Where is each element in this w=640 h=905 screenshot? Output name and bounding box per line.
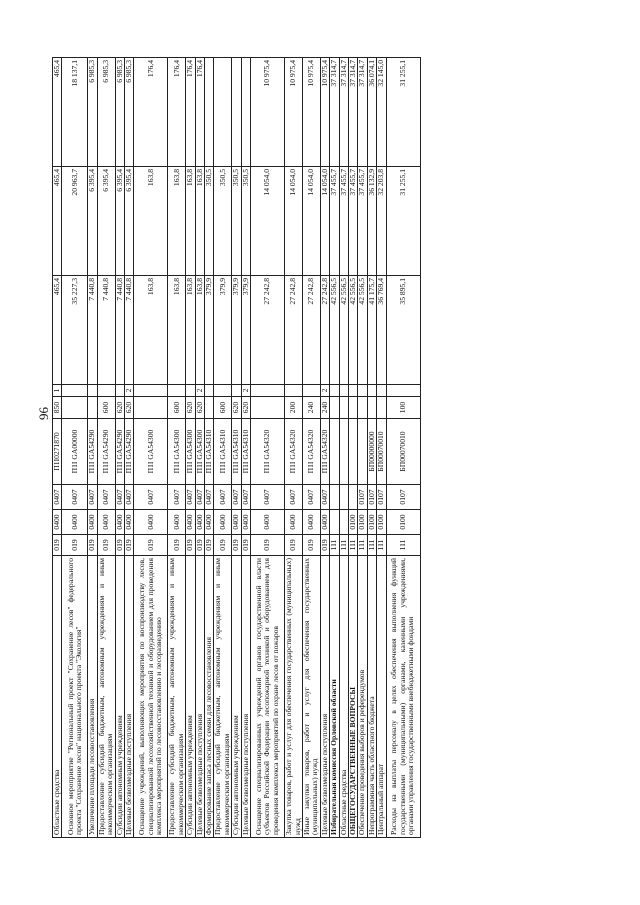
cell-v3: 6 985,3 <box>115 58 124 167</box>
budget-table-rotated <box>52 58 421 838</box>
cell-name: Областные средства <box>339 556 348 838</box>
cell-kd <box>348 385 357 397</box>
cell-cs: П1I GA54300 <box>134 419 168 485</box>
page-number: 96 <box>36 407 51 420</box>
cell-kd <box>330 385 339 397</box>
table-row <box>214 58 232 838</box>
cell-v3: 37 314,7 <box>330 58 339 167</box>
cell-cs: БП00070010 <box>386 419 420 485</box>
cell-v2: 6 395,4 <box>97 167 115 276</box>
cell-cs: П1I GA54290 <box>88 419 97 485</box>
cell-name: Целевые безвозмездные поступления <box>195 556 204 838</box>
cell-rz: 0400 <box>241 510 250 535</box>
cell-kd: 2 <box>241 385 250 397</box>
cell-name: Обеспечение проведения выборов и референдумов <box>358 556 367 838</box>
cell-v2: 163,8 <box>195 167 204 276</box>
cell-gr: 019 <box>125 535 134 556</box>
cell-name: Увеличение площади лесовосстановления <box>88 556 97 838</box>
cell-v2: 36 132,9 <box>367 167 376 276</box>
cell-pr: 0407 <box>168 485 186 510</box>
cell-pr: 0407 <box>320 485 329 510</box>
cell-rz: 0400 <box>205 510 214 535</box>
cell-pr: 0107 <box>386 485 420 510</box>
cell-vr: 600 <box>214 397 232 419</box>
cell-name: Формирование запаса лесных семян для лесовосстановления <box>205 556 214 838</box>
cell-v2: 163,8 <box>134 167 168 276</box>
cell-vr: 620 <box>125 397 134 419</box>
cell-v1: 7 440,8 <box>88 276 97 385</box>
cell-name: Расходы на выплаты персоналу в целях обеспечения выполнения функций государственными (муниципальными) органами, казенными учреждениями, органами управления государственными внебюджетными фондами <box>386 556 420 838</box>
cell-kd: 2 <box>195 385 204 397</box>
cell-rz: 0100 <box>386 510 420 535</box>
cell-kd <box>251 385 285 397</box>
cell-pr <box>330 485 339 510</box>
table-row <box>168 58 186 838</box>
cell-rz: 0400 <box>53 510 62 535</box>
cell-v1: 42 556,5 <box>348 276 357 385</box>
cell-v3: 32 145,0 <box>377 58 386 167</box>
cell-name: Субсидии автономным учреждениям <box>115 556 124 838</box>
cell-cs <box>358 419 367 485</box>
cell-vr <box>348 397 357 419</box>
cell-rz: 0400 <box>302 510 320 535</box>
cell-v3: 6 985,3 <box>88 58 97 167</box>
cell-pr: 0107 <box>358 485 367 510</box>
cell-pr: 0407 <box>302 485 320 510</box>
cell-kd <box>386 385 420 397</box>
cell-rz: 0100 <box>348 510 357 535</box>
cell-rz: 0400 <box>186 510 195 535</box>
cell-cs: П1I GA54320 <box>251 419 285 485</box>
cell-vr: 200 <box>285 397 303 419</box>
cell-v1: 379,9 <box>241 276 250 385</box>
cell-v3 <box>214 58 232 167</box>
cell-v1: 27 242,8 <box>320 276 329 385</box>
cell-vr <box>62 397 88 419</box>
table-row <box>330 58 339 838</box>
cell-cs: П1I GA54290 <box>97 419 115 485</box>
cell-gr: 019 <box>285 535 303 556</box>
cell-pr: 0107 <box>377 485 386 510</box>
cell-name: Целевые безвозмездные поступления <box>241 556 250 838</box>
cell-v1: 7 440,8 <box>97 276 115 385</box>
cell-v2: 14 054,0 <box>320 167 329 276</box>
cell-rz <box>330 510 339 535</box>
cell-name: Избирательная комиссия Орловской области <box>330 556 339 838</box>
cell-kd <box>134 385 168 397</box>
cell-v1: 7 440,8 <box>115 276 124 385</box>
cell-rz: 0100 <box>358 510 367 535</box>
cell-v2: 6 395,4 <box>88 167 97 276</box>
cell-kd <box>186 385 195 397</box>
cell-v1: 42 556,5 <box>330 276 339 385</box>
table-row <box>186 58 195 838</box>
cell-gr: 111 <box>330 535 339 556</box>
cell-v1: 35 227,3 <box>62 276 88 385</box>
cell-v2: 163,8 <box>168 167 186 276</box>
cell-name: Предоставление субсидий бюджетным, автономным учреждениям и иным некоммерческим организациям <box>97 556 115 838</box>
cell-name: ОБЩЕГОСУДАРСТВЕННЫЕ ВОПРОСЫ <box>348 556 357 838</box>
cell-gr: 019 <box>241 535 250 556</box>
cell-vr: 600 <box>168 397 186 419</box>
cell-vr: 240 <box>302 397 320 419</box>
cell-gr: 019 <box>320 535 329 556</box>
cell-vr <box>330 397 339 419</box>
cell-pr: 0407 <box>62 485 88 510</box>
cell-v2: 350,5 <box>214 167 232 276</box>
cell-v1: 163,8 <box>195 276 204 385</box>
cell-v3 <box>232 58 241 167</box>
cell-kd <box>358 385 367 397</box>
cell-vr <box>358 397 367 419</box>
cell-cs: П1I0271870 <box>53 419 62 485</box>
cell-kd <box>339 385 348 397</box>
cell-v3: 31 255,1 <box>386 58 420 167</box>
cell-v2: 163,8 <box>186 167 195 276</box>
cell-v1: 42 556,5 <box>339 276 348 385</box>
cell-v3: 37 314,7 <box>348 58 357 167</box>
table-row <box>53 58 62 838</box>
cell-vr <box>88 397 97 419</box>
cell-gr: 019 <box>115 535 124 556</box>
cell-pr: 0407 <box>53 485 62 510</box>
cell-cs: П1I GA54320 <box>285 419 303 485</box>
cell-v1: 35 895,1 <box>386 276 420 385</box>
cell-pr: 0407 <box>115 485 124 510</box>
cell-cs: П1I GA54320 <box>302 419 320 485</box>
cell-v1: 42 556,5 <box>358 276 367 385</box>
cell-gr: 111 <box>377 535 386 556</box>
cell-gr: 019 <box>53 535 62 556</box>
cell-cs: П1I GA54290 <box>125 419 134 485</box>
cell-name: Центральный аппарат <box>377 556 386 838</box>
cell-name: Областные средства <box>53 556 62 838</box>
cell-v3: 176,4 <box>195 58 204 167</box>
cell-v2: 37 455,7 <box>330 167 339 276</box>
cell-cs: П1I GA54290 <box>115 419 124 485</box>
cell-v3: 36 074,1 <box>367 58 376 167</box>
cell-pr: 0407 <box>251 485 285 510</box>
cell-rz: 0400 <box>134 510 168 535</box>
cell-vr <box>134 397 168 419</box>
cell-cs: П1I GA54310 <box>241 419 250 485</box>
cell-vr: 620 <box>115 397 124 419</box>
cell-kd <box>62 385 88 397</box>
cell-kd <box>367 385 376 397</box>
cell-cs: П1I GA54320 <box>320 419 329 485</box>
cell-gr: 111 <box>386 535 420 556</box>
cell-cs: П1I GA54300 <box>195 419 204 485</box>
cell-pr <box>339 485 348 510</box>
cell-v1: 379,9 <box>205 276 214 385</box>
cell-kd <box>232 385 241 397</box>
table-row <box>88 58 97 838</box>
cell-kd <box>205 385 214 397</box>
cell-vr: 620 <box>232 397 241 419</box>
cell-name: Основное мероприятие "Региональный проект "Сохранение лесов" федерального проекта "Сохранение лесов" национального проекта "Экология" <box>62 556 88 838</box>
table-row <box>302 58 320 838</box>
cell-cs: П1I GA00000 <box>62 419 88 485</box>
cell-cs: БП00000000 <box>367 419 376 485</box>
cell-gr: 019 <box>134 535 168 556</box>
cell-name: Иные закупки товаров, работ и услуг для обеспечения государственных (муниципальных) нужд <box>302 556 320 838</box>
budget-table <box>52 57 421 838</box>
cell-v3: 10 975,4 <box>251 58 285 167</box>
cell-pr: 0407 <box>97 485 115 510</box>
cell-v3: 37 314,7 <box>339 58 348 167</box>
cell-v1: 7 440,8 <box>125 276 134 385</box>
cell-gr: 019 <box>195 535 204 556</box>
cell-cs: БП00070010 <box>377 419 386 485</box>
cell-cs <box>348 419 357 485</box>
table-row <box>232 58 241 838</box>
cell-rz: 0400 <box>88 510 97 535</box>
cell-vr <box>377 397 386 419</box>
cell-rz: 0100 <box>367 510 376 535</box>
cell-gr: 019 <box>186 535 195 556</box>
cell-v3: 10 975,4 <box>320 58 329 167</box>
cell-v3: 37 314,7 <box>358 58 367 167</box>
cell-v2: 14 054,0 <box>302 167 320 276</box>
cell-pr: 0407 <box>134 485 168 510</box>
cell-kd <box>302 385 320 397</box>
cell-rz: 0400 <box>115 510 124 535</box>
cell-gr: 019 <box>302 535 320 556</box>
cell-gr: 111 <box>348 535 357 556</box>
cell-rz: 0400 <box>320 510 329 535</box>
cell-rz: 0400 <box>214 510 232 535</box>
cell-v2: 32 203,8 <box>377 167 386 276</box>
cell-v3: 18 137,1 <box>62 58 88 167</box>
cell-v2: 14 054,0 <box>285 167 303 276</box>
cell-v3: 6 985,3 <box>97 58 115 167</box>
cell-vr <box>205 397 214 419</box>
cell-gr: 019 <box>214 535 232 556</box>
cell-cs: П1I GA54310 <box>205 419 214 485</box>
cell-kd <box>168 385 186 397</box>
table-row <box>62 58 88 838</box>
table-row <box>358 58 367 838</box>
table-row <box>377 58 386 838</box>
cell-pr: 0407 <box>205 485 214 510</box>
cell-gr: 019 <box>97 535 115 556</box>
cell-v2: 37 455,7 <box>348 167 357 276</box>
cell-v2: 350,5 <box>232 167 241 276</box>
cell-vr: 620 <box>241 397 250 419</box>
table-row <box>134 58 168 838</box>
cell-v2: 37 455,7 <box>358 167 367 276</box>
cell-gr: 111 <box>339 535 348 556</box>
cell-v2: 465,4 <box>53 167 62 276</box>
cell-cs: П1I GA54300 <box>168 419 186 485</box>
cell-rz: 0400 <box>232 510 241 535</box>
table-row <box>97 58 115 838</box>
cell-pr: 0407 <box>88 485 97 510</box>
cell-kd: 2 <box>320 385 329 397</box>
cell-v2: 350,5 <box>205 167 214 276</box>
cell-vr: 620 <box>186 397 195 419</box>
cell-vr <box>251 397 285 419</box>
cell-vr: 850 <box>53 397 62 419</box>
cell-rz: 0400 <box>195 510 204 535</box>
cell-v2: 350,5 <box>241 167 250 276</box>
cell-pr: 0407 <box>195 485 204 510</box>
cell-v3: 6 985,3 <box>125 58 134 167</box>
cell-v3: 176,4 <box>168 58 186 167</box>
cell-v3: 176,4 <box>134 58 168 167</box>
cell-v2: 14 054,0 <box>251 167 285 276</box>
table-row <box>125 58 134 838</box>
cell-v1: 163,8 <box>134 276 168 385</box>
cell-v3: 465,4 <box>53 58 62 167</box>
cell-pr: 0407 <box>241 485 250 510</box>
cell-cs: П1I GA54310 <box>232 419 241 485</box>
cell-cs: П1I GA54310 <box>214 419 232 485</box>
cell-rz: 0400 <box>285 510 303 535</box>
cell-cs: П1I GA54300 <box>186 419 195 485</box>
cell-v3: 10 975,4 <box>285 58 303 167</box>
cell-v2: 6 395,4 <box>125 167 134 276</box>
cell-gr: 111 <box>358 535 367 556</box>
cell-v3: 10 975,4 <box>302 58 320 167</box>
cell-name: Непрограммная часть областного бюджета <box>367 556 376 838</box>
cell-v1: 163,8 <box>186 276 195 385</box>
cell-pr: 0407 <box>285 485 303 510</box>
cell-rz: 0400 <box>62 510 88 535</box>
cell-v1: 379,9 <box>232 276 241 385</box>
cell-kd <box>88 385 97 397</box>
cell-kd <box>214 385 232 397</box>
cell-gr: 019 <box>62 535 88 556</box>
cell-vr <box>367 397 376 419</box>
cell-name: Целевые безвозмездные поступления <box>320 556 329 838</box>
cell-name: Целевые безвозмездные поступления <box>125 556 134 838</box>
cell-v1: 163,8 <box>168 276 186 385</box>
cell-name: Оснащение специализированных учреждений органов государственной власти субъектов Российской Федерации лесопожарной техникой и оборудованием для проведения комплекса мероприятий по охране лесов от пожаров <box>251 556 285 838</box>
cell-pr: 0407 <box>214 485 232 510</box>
cell-v3 <box>205 58 214 167</box>
cell-vr <box>339 397 348 419</box>
cell-vr: 600 <box>97 397 115 419</box>
cell-gr: 019 <box>205 535 214 556</box>
cell-pr: 0107 <box>367 485 376 510</box>
cell-cs <box>330 419 339 485</box>
cell-gr: 019 <box>88 535 97 556</box>
cell-v1: 41 175,7 <box>367 276 376 385</box>
cell-v1: 379,9 <box>214 276 232 385</box>
cell-cs <box>339 419 348 485</box>
table-row <box>251 58 285 838</box>
cell-vr: 100 <box>386 397 420 419</box>
cell-v3: 176,4 <box>186 58 195 167</box>
cell-name: Предоставление субсидий бюджетным, автономным учреждениям и иным некоммерческим организациям <box>214 556 232 838</box>
cell-vr: 240 <box>320 397 329 419</box>
cell-kd: 1 <box>53 385 62 397</box>
cell-pr: 0407 <box>232 485 241 510</box>
cell-kd <box>377 385 386 397</box>
cell-v1: 36 769,4 <box>377 276 386 385</box>
cell-rz: 0400 <box>97 510 115 535</box>
cell-gr: 019 <box>251 535 285 556</box>
cell-kd <box>285 385 303 397</box>
cell-pr: 0407 <box>186 485 195 510</box>
cell-kd <box>97 385 115 397</box>
cell-v2: 37 455,7 <box>339 167 348 276</box>
cell-rz: 0100 <box>377 510 386 535</box>
cell-gr: 019 <box>232 535 241 556</box>
cell-rz: 0400 <box>125 510 134 535</box>
cell-v2: 6 395,4 <box>115 167 124 276</box>
cell-name: Субсидии автономным учреждениям <box>186 556 195 838</box>
cell-gr: 019 <box>168 535 186 556</box>
cell-name: Предоставление субсидий бюджетным, автономным учреждениям и иным некоммерческим организациям <box>168 556 186 838</box>
cell-v1: 27 242,8 <box>302 276 320 385</box>
cell-name: Оснащение учреждений, выполняющих мероприятия по воспроизводству лесов, специализированной лесохозяйственной техникой и оборудованием для проведения комплекса мероприятий по лесовосстановлению и лесоразведению <box>134 556 168 838</box>
table-row <box>386 58 420 838</box>
cell-name: Закупка товаров, работ и услуг для обеспечения государственных (муниципальных) нужд <box>285 556 303 838</box>
table-row <box>285 58 303 838</box>
cell-name: Субсидии автономным учреждениям <box>232 556 241 838</box>
cell-rz: 0400 <box>251 510 285 535</box>
table-row <box>241 58 250 838</box>
cell-v3 <box>241 58 250 167</box>
cell-vr: 620 <box>195 397 204 419</box>
cell-kd: 2 <box>125 385 134 397</box>
cell-v1: 465,4 <box>53 276 62 385</box>
cell-v1: 27 242,8 <box>251 276 285 385</box>
cell-v2: 31 255,1 <box>386 167 420 276</box>
cell-gr: 111 <box>367 535 376 556</box>
cell-pr: 0407 <box>125 485 134 510</box>
cell-v1: 27 242,8 <box>285 276 303 385</box>
cell-v2: 20 963,7 <box>62 167 88 276</box>
cell-rz: 0400 <box>168 510 186 535</box>
